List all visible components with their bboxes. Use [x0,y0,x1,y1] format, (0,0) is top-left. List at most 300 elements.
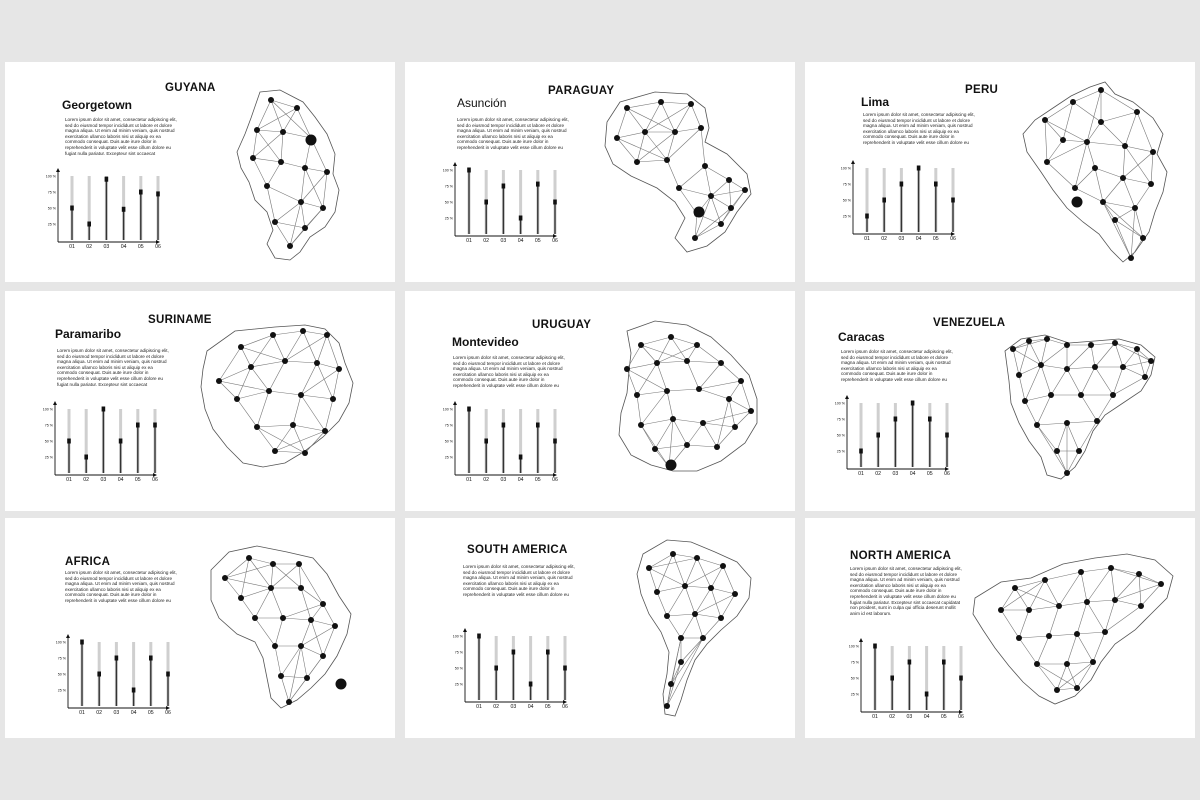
map-edge [1137,112,1153,152]
map-edge [253,132,283,158]
map-edge [673,419,687,445]
map-node [1076,448,1082,454]
map-edge [667,586,685,616]
map-edge [1037,636,1049,664]
map-edge [1067,345,1091,369]
y-tick-label: 75 % [47,190,56,195]
map-edge [317,335,327,363]
bar-marker [563,666,567,671]
map-edge [1095,343,1115,367]
map-edge [257,425,293,427]
map-node [692,611,698,617]
x-tick-label: 03 [113,710,120,716]
bar-marker [536,182,540,187]
x-tick-label: 03 [500,238,507,244]
x-tick-label: 05 [137,244,144,250]
bar-marker [529,682,533,687]
map-edge [673,419,703,423]
map-edge [645,104,691,132]
bar-marker [911,401,915,406]
country-title: AFRICA [65,556,111,568]
map-edge [641,419,673,425]
north-america-bar-chart [848,638,965,720]
map-edge [273,331,303,335]
y-tick-label: 100 % [45,174,56,179]
map-node [1128,255,1134,261]
y-tick-label: 100 % [848,644,859,649]
slide-venezuela[interactable] [805,291,1195,511]
x-tick-label: 02 [83,477,90,483]
map-edge [281,676,289,702]
body-text: Lorem ipsum dolor sit amet, consectetur adipiscing elit, sed do eiusmod tempor incididunt ut labore et dolore magna aliqua. Ut enim ad minim veniam, quis nostrud exercitation ullamco laboris nisi ut aliquip ex ea commodo consequat. Duis aute irure dolor in reprehenderit in voluptate velit esse cillum dolore eu [863,112,975,145]
map-edge [627,369,637,395]
x-tick-label: 06 [152,477,158,483]
map-edge [1047,142,1087,162]
map-edge [721,363,741,381]
map-node [1092,364,1098,370]
map-edge [255,618,275,646]
x-tick-label: 03 [500,477,507,483]
map-edge [241,335,273,347]
map-edge [293,425,305,453]
map-edge [285,335,327,361]
map-edge [675,104,691,132]
map-node [714,444,720,450]
x-tick-label: 06 [944,471,950,477]
x-tick-label: 02 [889,714,896,720]
map-node [700,635,706,641]
map-edge [1101,122,1125,146]
x-tick-label: 04 [117,477,124,483]
map-edge [627,108,645,132]
x-tick-label: 05 [932,236,939,242]
map-edge [303,331,317,363]
x-tick-label: 04 [517,238,524,244]
bar-marker [925,692,929,697]
map-node [664,388,670,394]
country-title: PARAGUAY [548,85,615,97]
map-edge [695,214,697,238]
map-edge [703,423,735,427]
map-edge [1077,634,1093,662]
map-edge [301,168,305,202]
x-tick-label: 06 [950,236,956,242]
y-tick-label: 25 % [444,455,453,460]
map-node [684,358,690,364]
map-edge [1139,574,1161,584]
map-node [658,99,664,105]
map-node [1010,346,1016,352]
map-edge [695,224,721,238]
map-edge [237,391,269,399]
map-edge [1067,423,1079,451]
map-node [296,561,302,567]
bar-marker [115,656,119,661]
y-axis-arrow [859,638,863,642]
map-edge [667,638,703,706]
map-edge [1001,580,1045,610]
bar-marker [512,650,516,655]
x-tick-label: 05 [147,710,154,716]
map-node [270,332,276,338]
map-node [238,344,244,350]
slide-suriname[interactable] [5,291,395,511]
map-edge [1025,395,1051,401]
bar-marker [553,200,557,205]
map-edge [687,361,721,363]
map-capital-node [666,460,677,471]
map-edge [1075,142,1087,188]
map-edge [699,363,721,389]
map-edge [299,564,301,588]
map-node [668,681,674,687]
slide-uruguay[interactable] [405,291,795,511]
map-node [268,97,274,103]
x-tick-label: 02 [875,471,882,477]
map-edge [301,646,323,656]
map-edge [1113,377,1145,395]
bar-marker [873,644,877,649]
map-edge [701,128,705,166]
slide-africa[interactable] [5,518,395,738]
map-node [718,360,724,366]
map-node [668,334,674,340]
slide-peru[interactable] [805,62,1195,282]
map-node [1140,235,1146,241]
map-edge [305,431,325,453]
map-edge [1067,451,1079,473]
map-node [1034,661,1040,667]
bar-marker [84,455,88,460]
map-node [1064,366,1070,372]
map-node [320,601,326,607]
map-node [732,591,738,597]
map-node [614,135,620,141]
uruguay-bar-chart [442,401,559,483]
map-node [1056,603,1062,609]
map-edge [1081,395,1097,421]
x-tick-label: 02 [96,710,103,716]
map-node [320,205,326,211]
map-edge [1095,168,1123,178]
slide-south-america[interactable] [405,518,795,738]
map-edge [661,102,691,104]
map-node [332,623,338,629]
bar-marker [934,182,938,187]
map-edge [641,337,671,345]
y-tick-label: 75 % [44,423,53,428]
body-text: Lorem ipsum dolor sit amet, consectetur adipiscing elit, sed do eiusmod tempor incididunt ut labore et dolore magna aliqua. Ut enim ad minim veniam, quis nostrud exercitation ullamco laboris nisi ut aliquip ex ea commodo consequat. Duis aute irure dolor in reprehenderit in voluptate velit esse cillum dolore eu fugiat nulla pariatur. Excepteur sint occaecat cupidatat non proident, sunt in culpa qui officia deserunt mollit anim id est laborum. [850,566,962,616]
y-tick-label: 50 % [850,676,859,681]
map-node [1064,420,1070,426]
map-edge [657,592,667,616]
y-tick-label: 100 % [840,166,851,171]
map-edge [301,646,307,678]
map-edge [627,102,661,108]
map-edge [1019,638,1037,664]
bar-marker [951,198,955,203]
y-axis-arrow [453,401,457,405]
map-edge [1037,425,1067,473]
map-node [696,386,702,392]
map-node [1142,374,1148,380]
map-edge [671,337,687,361]
x-tick-label: 05 [134,477,141,483]
map-edge [1087,602,1105,632]
slide-paraguay[interactable] [405,62,795,282]
map-edge [1059,602,1087,606]
x-tick-label: 05 [544,704,551,710]
map-node [624,366,630,372]
map-edge [267,162,281,186]
map-node [270,561,276,567]
x-tick-label: 06 [552,477,558,483]
map-node [1134,346,1140,352]
body-text: Lorem ipsum dolor sit amet, consectetur adipiscing elit, sed do eiusmod tempor incididunt ut labore et dolore magna aliqua. Ut enim ad minim veniam, quis nostrud exercitation ullamco laboris nisi ut aliquip ex ea commodo consequat. Duis aute irure dolor in reprehenderit in voluptate velit esse cillum dolore eu [463,564,575,597]
map-edge [1087,90,1101,142]
map-node [1044,159,1050,165]
map-node [1112,217,1118,223]
x-tick-label: 03 [510,704,517,710]
bar-marker [900,182,904,187]
map-edge [225,564,273,578]
y-tick-label: 50 % [836,433,845,438]
y-tick-label: 25 % [842,214,851,219]
map-edge [311,620,323,656]
map-edge [1111,568,1139,574]
map-edge [1091,343,1115,345]
map-node [280,615,286,621]
map-node [264,183,270,189]
x-tick-label: 03 [898,236,905,242]
map-edge [325,399,333,431]
map-edge [323,626,335,656]
map-edge [1093,632,1105,662]
bar-marker [502,423,506,428]
map-node [700,420,706,426]
map-edge [251,361,285,367]
map-edge [1077,602,1087,634]
bar-marker [865,214,869,219]
map-edge [673,554,697,558]
peru-bar-chart [840,160,957,242]
x-tick-label: 06 [958,714,964,720]
bar-marker [484,200,488,205]
map-edge [241,598,255,618]
map-edge [667,638,681,706]
suriname-bar-chart [42,401,159,483]
x-tick-label: 06 [562,704,568,710]
map-node [1138,603,1144,609]
map-edge [695,614,721,618]
map-edge [667,614,695,616]
map-node [294,105,300,111]
map-edge [1105,600,1115,632]
map-edge [1037,425,1057,451]
body-text: Lorem ipsum dolor sit amet, consectetur adipiscing elit, sed do eiusmod tempor incididunt ut labore et dolore magna aliqua. Ut enim ad minim veniam, quis nostrud exercitation ullamco laboris nisi ut aliquip ex ea commodo consequat. Duis aute irure dolor in reprehenderit in voluptate velit esse cillum dolore eu [841,349,953,382]
map-edge [311,620,335,626]
bar-marker [467,168,471,173]
map-edge [1015,580,1045,588]
map-edge [1125,146,1153,152]
map-edge [1057,451,1067,473]
map-edge [1101,112,1137,122]
map-edge [671,337,697,345]
map-node [1026,607,1032,613]
map-edge [301,395,325,431]
map-edge [711,190,745,196]
bar-marker [119,439,123,444]
y-tick-label: 25 % [444,216,453,221]
map-edge [697,558,711,588]
map-edge [1091,345,1095,367]
map-edge [1019,341,1029,375]
map-edge [275,202,301,222]
map-node [642,129,648,135]
bar-marker [959,676,963,681]
bar-marker [553,439,557,444]
slide-north-america[interactable] [805,518,1195,738]
map-node [1134,109,1140,115]
y-tick-label: 50 % [454,666,463,671]
map-edge [697,558,723,566]
x-tick-label: 01 [466,477,472,483]
map-capital-node [1072,197,1083,208]
body-text: Lorem ipsum dolor sit amet, consectetur adipiscing elit, sed do eiusmod tempor incididunt ut labore et dolore magna aliqua. Ut enim ad minim veniam, quis nostrud exercitation ullamco laboris nisi ut aliquip ex ea commodo consequat. Duis aute irure dolor in reprehenderit in voluptate velit esse cillum dolore eu fugiat nulla pariatur. Excepteur sint occaecat [65,117,177,156]
map-edge [1067,421,1097,423]
map-edge [1029,606,1059,610]
map-edge [1123,178,1151,184]
map-node [702,163,708,169]
map-node [268,585,274,591]
map-node [728,205,734,211]
map-edge [657,337,671,363]
x-tick-label: 02 [493,704,500,710]
map-node [1044,336,1050,342]
y-axis-arrow [66,634,70,638]
map-node [676,185,682,191]
map-edge [655,419,673,449]
map-edge [1073,90,1101,102]
bar-marker [166,672,170,677]
map-edge [699,389,729,399]
map-node [692,235,698,241]
x-tick-label: 05 [926,471,933,477]
capital-name: Georgetown [62,98,133,112]
map-edge [1067,664,1077,688]
map-edge [657,345,697,363]
south-america-bar-chart [452,628,569,710]
map-node [252,615,258,621]
map-edge [711,196,721,224]
map-edge [271,588,283,618]
map-edge [317,363,339,369]
map-node [308,617,314,623]
map-edge [273,564,301,588]
capital-name: Montevideo [452,335,519,349]
map-node [624,105,630,111]
map-node [694,555,700,561]
map-edge [1067,662,1093,664]
map-edge [697,345,721,363]
map-edge [695,614,703,638]
map-node [320,653,326,659]
map-node [1074,685,1080,691]
x-tick-label: 06 [165,710,171,716]
map-edge [299,564,323,604]
map-edge [667,160,679,188]
map-edge [1019,610,1029,638]
slide-guyana[interactable] [5,62,395,282]
bar-marker [102,407,106,412]
map-node [1072,185,1078,191]
map-node [1122,143,1128,149]
map-node [1100,199,1106,205]
map-edge [257,100,271,130]
x-tick-label: 04 [130,710,137,716]
y-tick-label: 75 % [57,656,66,661]
x-tick-label: 04 [915,236,922,242]
map-node [298,585,304,591]
map-edge [645,102,661,132]
map-edge [301,626,335,646]
map-node [1074,631,1080,637]
map-edge [327,335,339,369]
map-edge [729,180,731,208]
capital-name: Asunción [457,96,507,110]
map-edge [617,132,645,138]
map-node [266,388,272,394]
x-tick-label: 03 [906,714,913,720]
country-title: VENEZUELA [933,317,1006,329]
map-node [1064,342,1070,348]
map-edge [257,130,281,162]
map-edge [253,158,281,162]
y-axis-arrow [845,395,849,399]
body-text: Lorem ipsum dolor sit amet, consectetur adipiscing elit, sed do eiusmod tempor incididunt ut labore et dolore magna aliqua. Ut enim ad minim veniam, quis nostrud exercitation ullamco laboris nisi ut aliquip ex ea commodo consequat. Duis aute irure dolor in reprehenderit in voluptate velit esse cillum dolore eu fugiat nulla pariatur. Excepteur sint occaecat [57,348,169,387]
map-node [1088,342,1094,348]
map-edge [627,369,667,391]
map-node [678,635,684,641]
map-capital-node [336,679,347,690]
map-edge [1067,369,1081,395]
map-node [646,565,652,571]
map-edge [293,395,301,425]
map-node [1016,635,1022,641]
bar-marker [467,407,471,412]
map-node [1070,99,1076,105]
y-tick-label: 75 % [454,650,463,655]
map-edge [1115,208,1135,220]
bar-marker [546,650,550,655]
map-edge [637,160,667,162]
map-edge [1135,184,1151,208]
map-edge [301,172,327,202]
map-node [718,221,724,227]
map-edge [269,361,285,391]
map-edge [649,554,673,568]
bar-marker [494,666,498,671]
y-tick-label: 75 % [444,423,453,428]
map-node [742,187,748,193]
bar-marker [502,184,506,189]
map-node [1048,392,1054,398]
y-axis-arrow [53,401,57,405]
map-edge [1103,202,1131,258]
map-capital-node [694,207,705,218]
map-edge [1115,343,1137,349]
map-node [302,450,308,456]
